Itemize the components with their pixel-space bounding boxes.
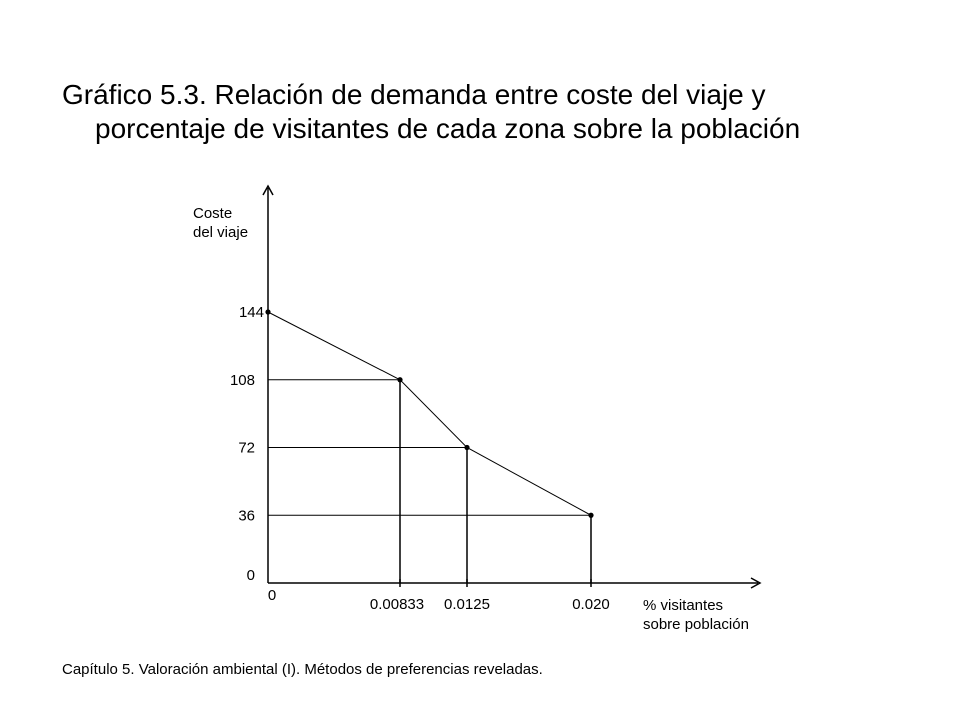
footer-caption: Capítulo 5. Valoración ambiental (I). Métodos de preferencias reveladas. xyxy=(62,661,543,678)
x-tick-label: 0.020 xyxy=(572,596,610,613)
data-point xyxy=(588,513,593,518)
data-point xyxy=(397,377,402,382)
y-tick-label: 36 xyxy=(238,507,255,525)
demand-line xyxy=(268,312,591,515)
y-tick-label: 72 xyxy=(238,439,255,457)
x-axis-label: sobre población xyxy=(643,616,749,633)
y-tick-label: 144 xyxy=(238,304,264,321)
data-point xyxy=(265,309,270,314)
y-tick-label: 0 xyxy=(246,567,255,584)
x-tick-label: 0 xyxy=(267,587,277,604)
x-tick-label: 0.00833 xyxy=(369,596,425,613)
x-tick-label: 0.0125 xyxy=(444,596,490,613)
y-axis-label: Coste xyxy=(193,205,233,222)
x-axis-label: % visitantes xyxy=(643,597,724,614)
chart-title-line-2: porcentaje de visitantes de cada zona sobre la población xyxy=(95,113,801,144)
chart-title-line-1: Gráfico 5.3. Relación de demanda entre coste del viaje y xyxy=(62,79,766,110)
data-point xyxy=(464,445,469,450)
y-axis-label: del viaje xyxy=(193,224,249,241)
y-tick-label: 108 xyxy=(229,371,255,389)
